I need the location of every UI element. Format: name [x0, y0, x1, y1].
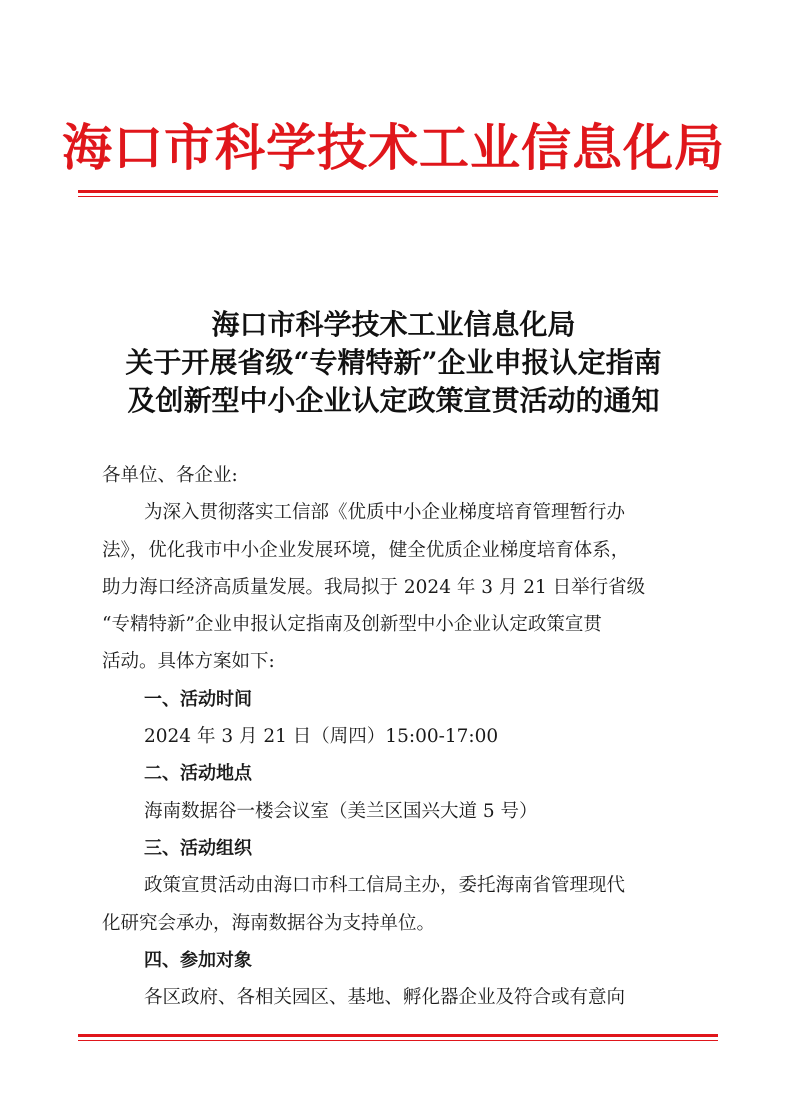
- intro-line-3: 助力海口经济高质量发展。我局拟于 2024 年 3 月 21 日举行省级: [102, 576, 646, 598]
- title-line-3: 及创新型中小企业认定政策宣贯活动的通知: [127, 384, 660, 417]
- masthead-red-rule-thick: [78, 190, 718, 193]
- footer-red-rule-thin: [78, 1040, 718, 1041]
- title-line-2: 关于开展省级“专精特新”企业申报认定指南: [125, 346, 662, 379]
- section-content-participants-1: 各区政府、各相关园区、基地、孵化器企业及符合或有意向: [144, 987, 626, 1009]
- masthead-red-rule-thin: [78, 196, 718, 197]
- section-content-organization-1: 政策宣贯活动由海口市科工信局主办，委托海南省管理现代: [144, 875, 626, 897]
- salutation: 各单位、各企业:: [102, 465, 238, 486]
- intro-line-2: 法》，优化我市中小企业发展环境，健全优质企业梯度培育体系，: [102, 539, 630, 561]
- document-body: [102, 457, 692, 1016]
- section-heading-place: 二、活动地点: [144, 763, 252, 785]
- section-heading-participants: 四、参加对象: [144, 949, 252, 971]
- section-heading-organization: 三、活动组织: [144, 837, 252, 859]
- section-content-place: 海南数据谷一楼会议室（美兰区国兴大道 5 号）: [144, 800, 538, 822]
- intro-line-1: [102, 494, 692, 531]
- document-title: [0, 306, 787, 420]
- footer-red-rule-thick: [78, 1034, 718, 1037]
- masthead-agency-name: 海口市科学技术工业信息化局: [62, 118, 725, 177]
- title-line-1: 海口市科学技术工业信息化局: [211, 308, 576, 341]
- intro-line-5: 活动。具体方案如下:: [102, 651, 275, 673]
- section-content-time: 2024 年 3 月 21 日（周四）15:00-17:00: [144, 726, 499, 748]
- section-content-organization-2: 化研究会承办，海南数据谷为支持单位。: [102, 912, 436, 934]
- section-heading-time: 一、活动时间: [144, 688, 252, 710]
- intro-text-1: 为深入贯彻落实工信部《优质中小企业梯度培育管理暂行办: [144, 502, 626, 524]
- intro-line-4: “专精特新”企业申报认定指南及创新型中小企业认定政策宣贯: [102, 614, 602, 636]
